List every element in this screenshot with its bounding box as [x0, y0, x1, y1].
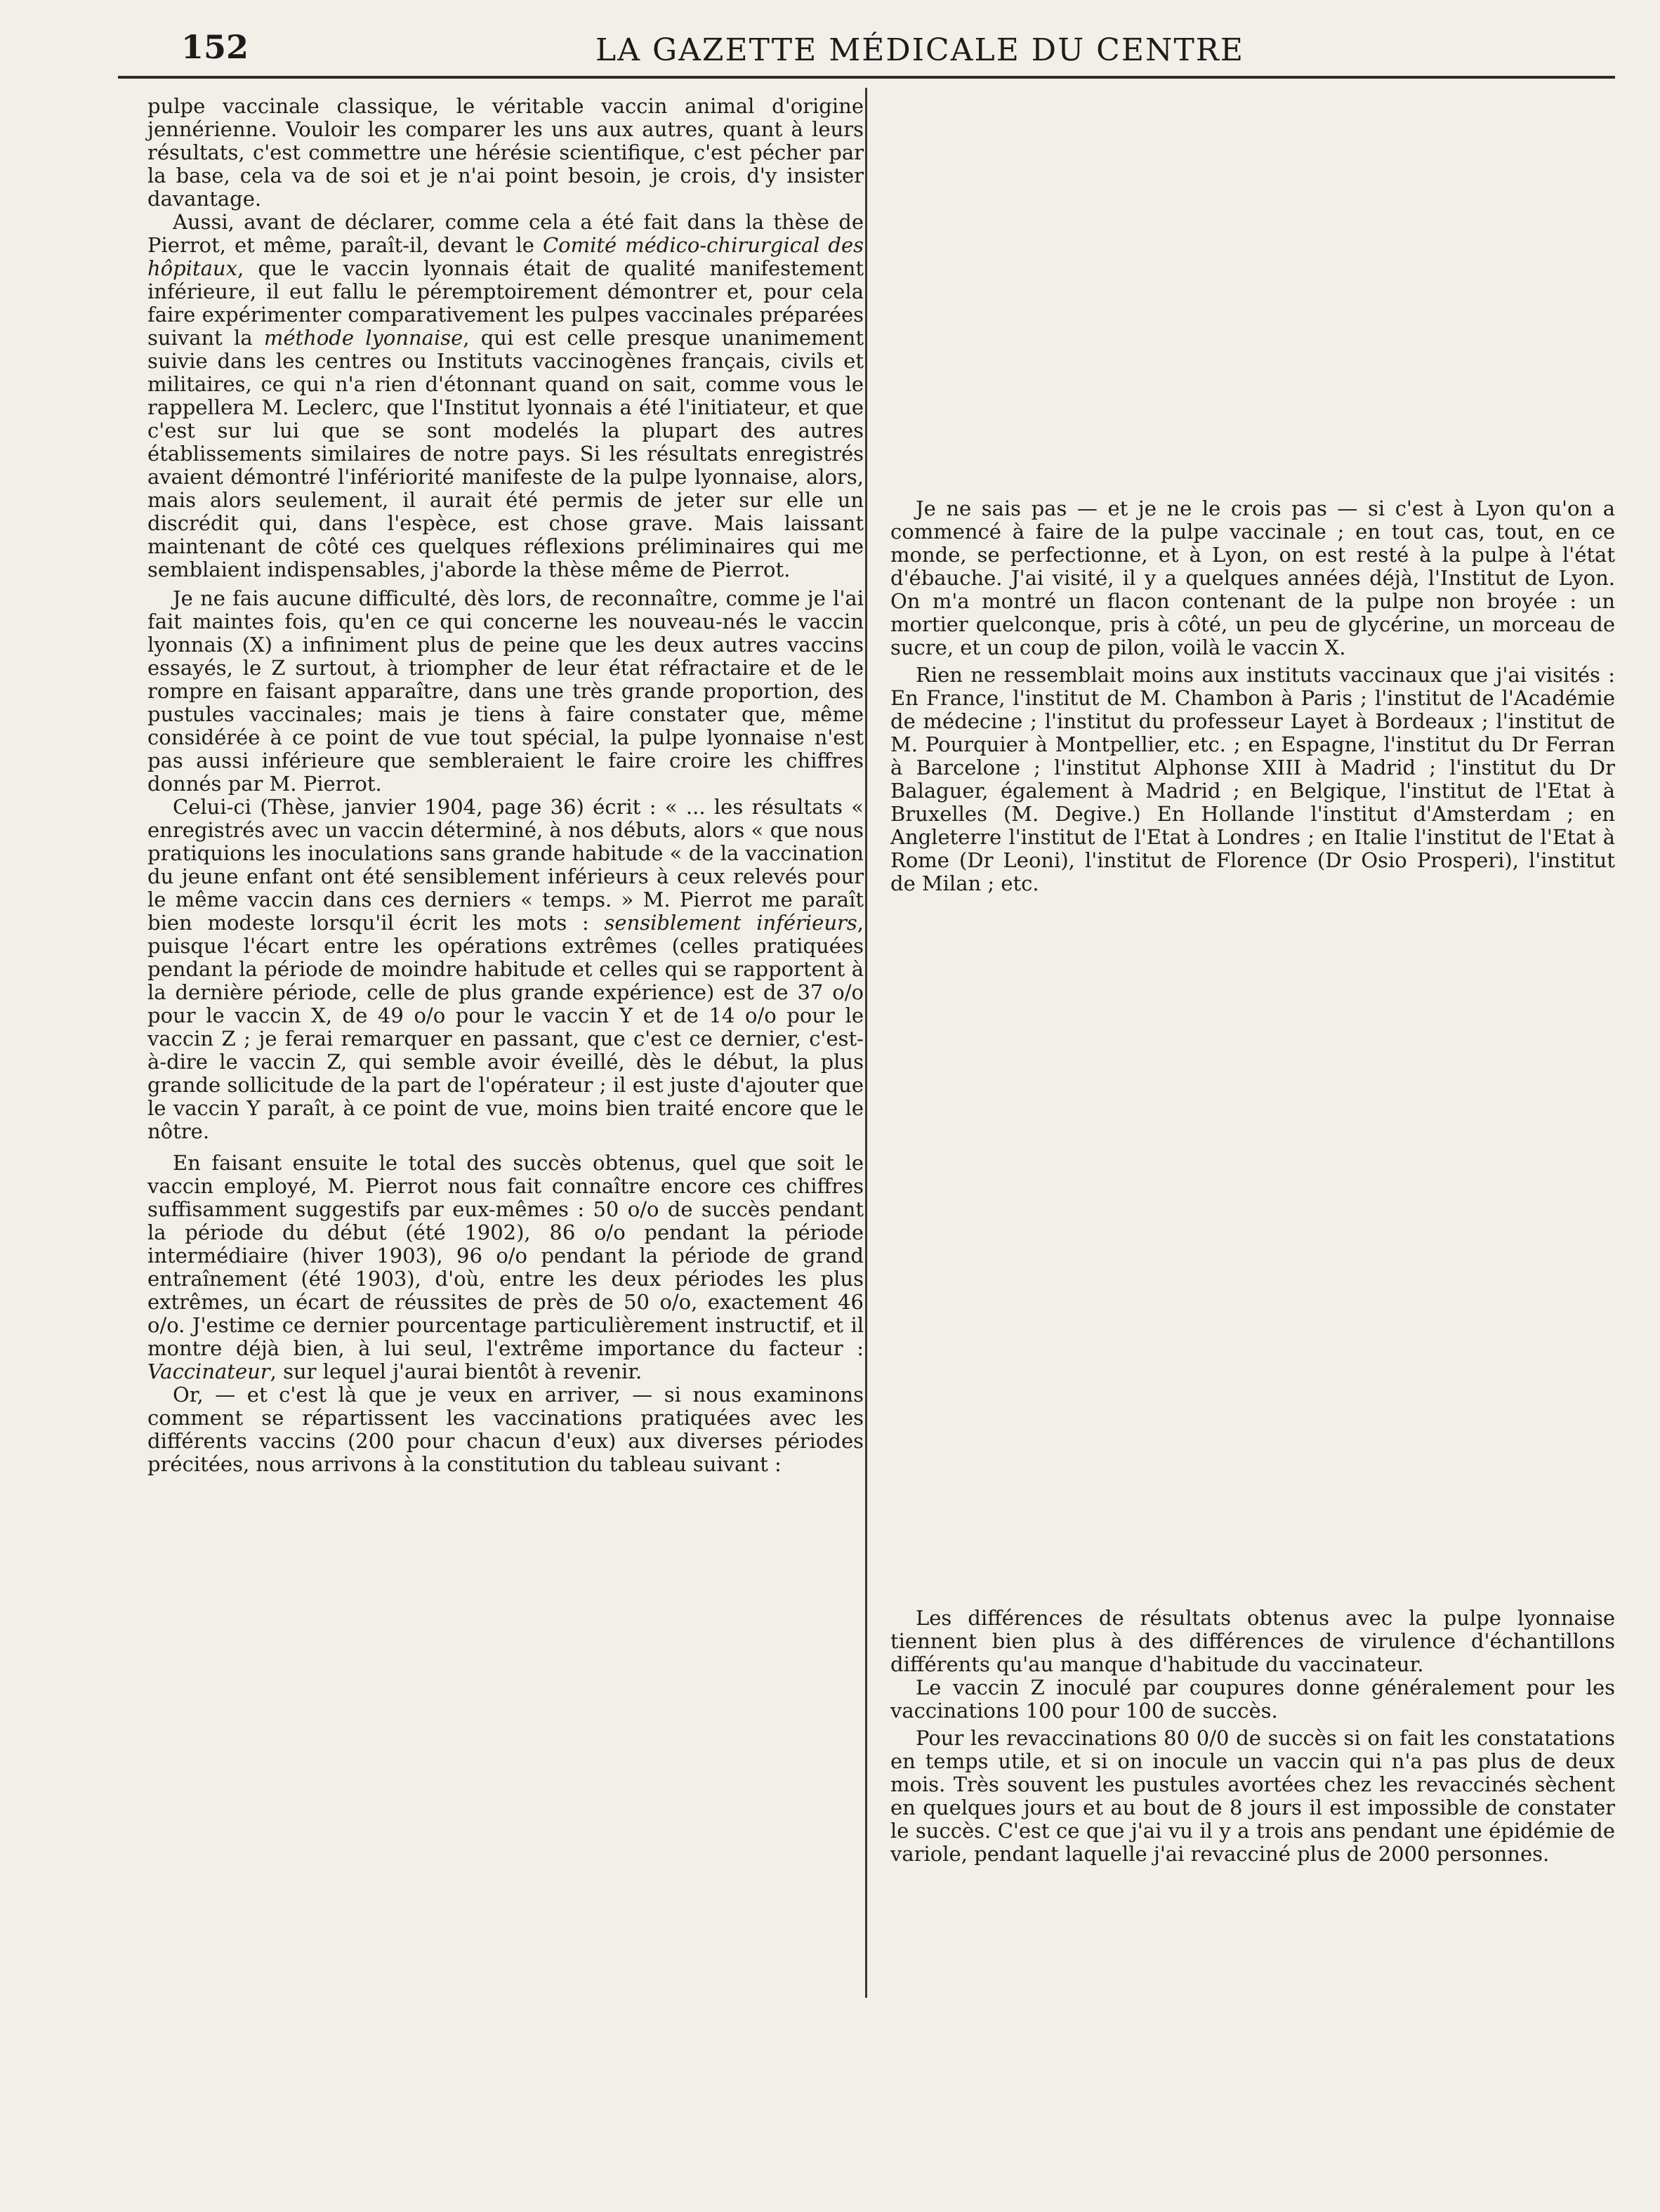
italic-text: Vaccinateur — [147, 1360, 270, 1383]
right-column-lower — [890, 1607, 1615, 1866]
right-column-upper — [890, 497, 1615, 895]
paragraph — [147, 211, 864, 581]
page-number: 152 — [181, 28, 249, 66]
left-column — [147, 95, 864, 1476]
text-run: Aussi, avant de déclarer, comme cela a été fait dans la thèse de Pierrot, et même, paraît-il, devant le — [147, 210, 864, 257]
paragraph: Je ne sais pas — et je ne le crois pas — si c'est à Lyon qu'on a commencé à faire de la pulpe vaccinale ; en tout cas, tout, en ce monde, se perfectionne, et à Lyon, on est resté à la pulpe à l'état d'ébauche. J'ai visité, il y a quelques années déjà, l'Institut de Lyon. On m'a montré un flacon contenant de la pulpe non broyée : un mortier quelconque, pris à côté, un peu de glycérine, un morceau de sucre, et un coup de pilon, voilà le vaccin X. — [890, 496, 1615, 659]
italic-text: sensiblement inférieurs — [604, 911, 857, 935]
column-divider — [865, 88, 867, 1998]
text-run: Celui-ci (Thèse, janvier 1904, page 36) écrit : « ... les résultats « enregistrés avec un vaccin déterminé, à nos débuts, alors « que nous pratiquions les inoculations sans grande habitude « de la vaccination du jeune enfant ont été sensiblement inférieurs à ceux relevés pour le même vaccin dans ces derniers « temps. » M. Pierrot me paraît bien modeste lorsqu'il écrit les mots : — [147, 795, 864, 935]
text-run: , sur lequel j'aurai bientôt à revenir. — [270, 1360, 643, 1383]
text-run: , que le vaccin lyonnais était de qualité manifestement inférieure, il eut fallu le péremptoirement démontrer et, pour cela faire expérimenter comparativement les pulpes vaccinales préparées suivant la — [147, 256, 864, 350]
journal-title: LA GAZETTE MÉDICALE DU CENTRE — [595, 32, 1245, 68]
page-header — [126, 28, 1615, 70]
paragraph: Pour les revaccinations 80 0/0 de succès si on fait les constatations en temps utile, et si on inocule un vaccin qui n'a pas plus de deux mois. Très souvent les pustules avortées chez les revaccinés sèchent en quelques jours et au bout de 8 jours il est impossible de constater le succès. C'est ce que j'ai vu il y a trois ans pendant une épidémie de variole, pendant laquelle j'ai revacciné plus de 2000 personnes. — [890, 1726, 1615, 1866]
paragraph: pulpe vaccinale classique, le véritable vaccin animal d'origine jennérienne. Vouloir les comparer les uns aux autres, quant à leurs résultats, c'est commettre une hérésie scientifique, c'est pécher par la base, cela va de soi et je n'ai point besoin, je crois, d'y insister davantage. — [147, 94, 864, 211]
paragraph — [147, 1152, 864, 1383]
italic-text: Comité médico-chirurgical des hôpitaux — [147, 233, 864, 280]
paragraph: Rien ne ressemblait moins aux instituts vaccinaux que j'ai visités : En France, l'institut de M. Chambon à Paris ; l'institut de l'Académie de médecine ; l'institut du professeur Layet à Bordeaux ; l'institut de M. Pourquier à Montpellier, etc. ; en Espagne, l'institut du Dr Ferran à Barcelone ; l'institut Alphonse XIII à Madrid ; l'institut du Dr Balaguer, également à Madrid ; en Belgique, l'institut de l'Etat à Bruxelles (M. Degive.) En Hollande l'institut d'Amsterdam ; en Angleterre l'institut de l'Etat à Londres ; en Italie l'institut de l'Etat à Rome (Dr Leoni), l'institut de Florence (Dr Osio Prosperi), l'institut de Milan ; etc. — [890, 663, 1615, 895]
paragraph: Je ne fais aucune difficulté, dès lors, de reconnaître, comme je l'ai fait maintes fois, qu'en ce qui concerne les nouveau-nés le vaccin lyonnais (X) a infiniment plus de peine que les deux autres vaccins essayés, le Z surtout, à triompher de leur état réfractaire et de le rompre en faisant apparaître, dans une très grande proportion, des pustules vaccinales; mais je tiens à faire constater que, même considérée à ce point de vue tout spécial, la pulpe lyonnaise n'est pas aussi inférieure que sembleraient le faire croire les chiffres donnés par M. Pierrot. — [147, 586, 864, 796]
text-run: , qui est celle presque unanimement suivie dans les centres ou Instituts vaccinogènes français, civils et militaires, ce qui n'a rien d'étonnant quand on sait, comme vous le rappellera M. Leclerc, que l'Institut lyonnais a été l'initiateur, et que c'est sur lui que se sont modelés la plupart des autres établissements similaires de notre pays. Si les résultats enregistrés avaient démontré l'infériorité manifeste de la pulpe lyonnaise, alors, mais alors seulement, il aurait été permis de jeter sur elle un discrédit qui, dans l'espèce, est chose grave. Mais laissant maintenant de côté ces quelques réflexions préliminaires qui me semblaient indispensables, j'aborde la thèse même de Pierrot. — [147, 326, 864, 581]
paragraph: Les différences de résultats obtenus avec la pulpe lyonnaise tiennent bien plus à des différences de virulence d'échantillons différents qu'au manque d'habitude du vaccinateur. — [890, 1606, 1615, 1676]
text-run: , puisque l'écart entre les opérations extrêmes (celles pratiquées pendant la période de moindre habitude et celles qui se rapportent à la dernière période, celle de plus grande expérience) est de 37 o/o pour le vaccin X, de 49 o/o pour le vaccin Y et de 14 o/o pour le vaccin Z ; je ferai remarquer en passant, que c'est ce dernier, c'est-à-dire le vaccin Z, qui semble avoir éveillé, dès le début, la plus grande sollicitude de la part de l'opérateur ; il est juste d'ajouter que le vaccin Y paraît, à ce point de vue, moins bien traité encore que le nôtre. — [147, 911, 864, 1143]
italic-text: méthode lyonnaise — [263, 326, 463, 350]
paragraph: Or, — et c'est là que je veux en arriver, — si nous examinons comment se répartissent les vaccinations pratiquées avec les différents vaccins (200 pour chacun d'eux) aux diverses périodes précitées, nous arrivons à la constitution du tableau suivant : — [147, 1383, 864, 1476]
header-rule — [118, 76, 1615, 79]
paragraph — [147, 796, 864, 1143]
text-run: En faisant ensuite le total des succès obtenus, quel que soit le vaccin employé, M. Pierrot nous fait connaître encore ces chiffres suffisamment suggestifs par eux-mêmes : 50 o/o de succès pendant la période du début (été 1902), 86 o/o pendant la période intermédiaire (hiver 1903), 96 o/o pendant la période de grand entraînement (été 1903), d'où, entre les deux périodes les plus extrêmes, un écart de réussites de près de 50 o/o, exactement 46 o/o. J'estime ce dernier pourcentage particulièrement instructif, et il montre déjà bien, à lui seul, l'extrême importance du facteur : — [147, 1151, 864, 1360]
paragraph: Le vaccin Z inoculé par coupures donne généralement pour les vaccinations 100 pour 100 de succès. — [890, 1676, 1615, 1723]
